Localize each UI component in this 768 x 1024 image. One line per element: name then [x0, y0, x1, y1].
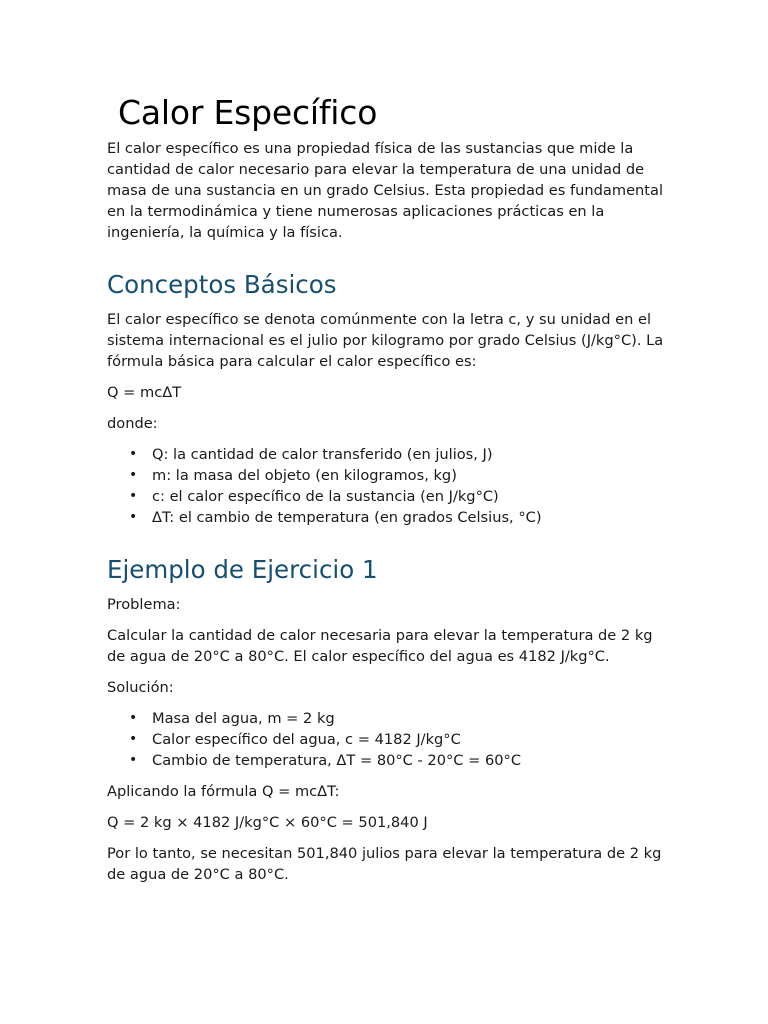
problema-text: Calcular la cantidad de calor necesaria para elevar la temperatura de 2 kg de agua de 20°C a 80°C. El calor específico del agua es 4182 J/kg°C. [107, 627, 653, 665]
list-item [129, 708, 668, 729]
bullet-icon: • [129, 731, 138, 747]
problema-label: Problema: [107, 596, 181, 613]
list-item-text: ΔT: el cambio de temperatura (en grados Celsius, °C) [152, 509, 542, 526]
section-heading-conceptos: Conceptos Básicos [107, 270, 337, 299]
page-title: Calor Específico [118, 93, 378, 132]
intro-paragraph: El calor específico es una propiedad física de las sustancias que mide la cantidad de calor necesario para elevar la temperatura de una unidad de masa de una sustancia en un grado Celsius. Esta propiedad es fundamental en la termodinámica y tiene numerosas aplicaciones prácticas en la ingeniería, la química y la física. [107, 140, 664, 241]
bullet-icon: • [129, 509, 138, 525]
bullet-icon: • [129, 446, 138, 462]
list-item-text: Calor específico del agua, c = 4182 J/kg°C [152, 731, 461, 748]
list-item [129, 444, 668, 465]
donde-label: donde: [107, 415, 158, 432]
bullet-icon: • [129, 467, 138, 483]
conceptos-paragraph: El calor específico se denota comúnmente con la letra c, y su unidad en el sistema internacional es el julio por kilogramo por grado Celsius (J/kg°C). La fórmula básica para calcular el calor específico es: [107, 311, 664, 370]
formula-text: Q = mcΔT [107, 384, 182, 401]
solution-list [107, 708, 668, 771]
variables-list [107, 444, 668, 528]
list-item-text: Cambio de temperatura, ΔT = 80°C - 20°C = 60°C [152, 752, 522, 769]
section-heading-ejemplo: Ejemplo de Ejercicio 1 [107, 555, 378, 584]
applying-formula-text: Aplicando la fórmula Q = mcΔT: [107, 783, 340, 800]
list-item-text: Q: la cantidad de calor transferido (en julios, J) [152, 446, 493, 463]
bullet-icon: • [129, 752, 138, 768]
bullet-icon: • [129, 488, 138, 504]
list-item [129, 507, 668, 528]
list-item [129, 750, 668, 771]
list-item [129, 729, 668, 750]
list-item [129, 486, 668, 507]
bullet-icon: • [129, 710, 138, 726]
conclusion-paragraph: Por lo tanto, se necesitan 501,840 julios para elevar la temperatura de 2 kg de agua de 20°C a 80°C. [107, 845, 662, 883]
list-item-text: m: la masa del objeto (en kilogramos, kg) [152, 467, 457, 484]
list-item-text: Masa del agua, m = 2 kg [152, 710, 335, 727]
calculation-text: Q = 2 kg × 4182 J/kg°C × 60°C = 501,840 J [107, 814, 428, 831]
list-item [129, 465, 668, 486]
list-item-text: c: el calor específico de la sustancia (en J/kg°C) [152, 488, 499, 505]
solucion-label: Solución: [107, 679, 174, 696]
